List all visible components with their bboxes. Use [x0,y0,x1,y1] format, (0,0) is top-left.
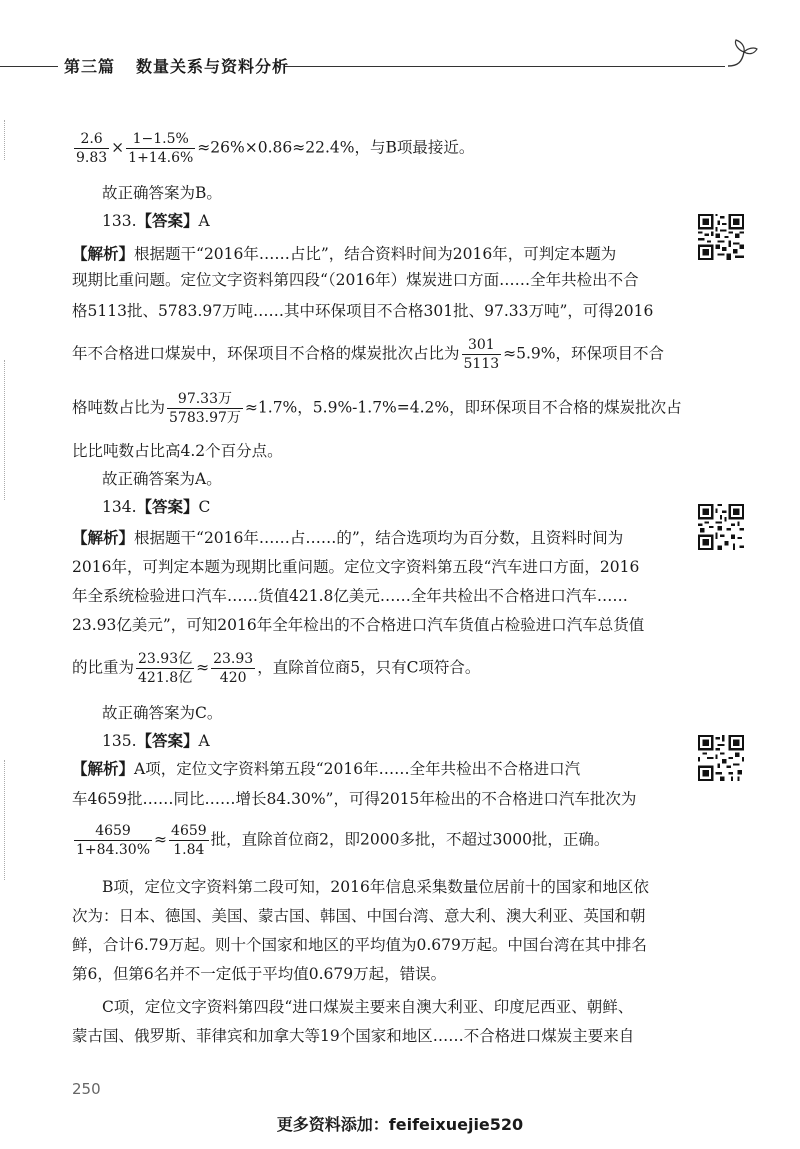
sprout-icon [724,38,758,72]
conclusion-line: 故正确答案为A。 [102,470,222,488]
answer-134-heading: 134.【答案】C [102,497,211,516]
text-line: 年全系统检验进口汽车……货值421.8亿美元……全年共检出不合格进口汽车…… [72,587,628,605]
text-line: C项，定位文字资料第四段“进口煤炭主要来自澳大利亚、印度尼西亚、朝鲜、 [102,998,634,1016]
fraction: $\frac{\text{23.93亿}}{\text{421.8亿}}$ [138,651,193,686]
margin-dots-low [4,760,5,880]
fraction: $\frac{23.93}{420}$ [213,651,254,686]
conclusion-line: 故正确答案为B。 [102,184,222,202]
qr-code-icon [698,504,744,550]
header-rule-left [0,66,58,67]
fraction: $\frac{4659}{1+84.30\%}$ [76,823,151,858]
analysis-line: 【解析】根据题干“2016年……占比”，结合资料时间为2016年，可判定本题为 [72,244,617,263]
text-line: 鲜，合计6.79万起。则十个国家和地区的平均值为0.679万起。中国台湾在其中排名 [72,936,647,954]
text-line: 2016年，可判定本题为现期比重问题。定位文字资料第五段“汽车进口方面，2016 [72,558,640,576]
text-line: B项，定位文字资料第二段可知，2016年信息采集数量位居前十的国家和地区依 [102,878,649,896]
formula-line: 格吨数占比为 $\frac{\text{97.33万}}{\text{5783.97万}}$ ≈1.7%，5.9%-1.7%=4.2%，即环保项目不合格的煤炭批次占 [72,391,682,426]
formula-line-1: $\frac{2.6}{9.83}$ × $\frac{1-1.5\%}{1+14.6\%}$ ≈26%×0.86≈22.4%，与B项最接近。 [76,131,475,166]
margin-dots-top [4,120,5,160]
page-number: 250 [72,1080,101,1098]
text-line: 第6，但第6名并不一定低于平均值0.679万起，错误。 [72,965,447,983]
header-rule-right [285,66,725,67]
text-line: 蒙古国、俄罗斯、菲律宾和加拿大等19个国家和地区……不合格进口煤炭主要来自 [72,1027,635,1045]
fraction: $\frac{\text{97.33万}}{\text{5783.97万}}$ [169,391,241,426]
header-section-label: 第三篇 [64,57,116,76]
analysis-line: 【解析】根据题干“2016年……占……的”，结合选项均为百分数，且资料时间为 [72,528,624,547]
qr-code-icon [698,214,744,260]
qr-code-icon [698,735,744,781]
fraction: $\frac{1-1.5\%}{1+14.6\%}$ [128,131,194,166]
text-line: 次为：日本、德国、美国、蒙古国、韩国、中国台湾、意大利、澳大利亚、英国和朝 [72,907,646,925]
header-title: 数量关系与资料分析 [136,57,290,76]
answer-135-heading: 135.【答案】A [102,731,210,750]
answer-133-heading: 133.【答案】A [102,211,210,230]
text-line: 格5113批、5783.97万吨……其中环保项目不合格301批、97.33万吨”，可得2016 [72,302,654,320]
fraction: $\frac{2.6}{9.83}$ [76,131,108,166]
formula-line: 年不合格进口煤炭中，环保项目不合格的煤炭批次占比为 $\frac{301}{5113}$ ≈5.9%，环保项目不合 [72,337,665,372]
fraction: $\frac{4659}{1.84}$ [171,823,207,858]
formula-line: $\frac{4659}{1+84.30\%}$ ≈ $\frac{4659}{1.84}$ 批，直除首位商2，即2000多批，不超过3000批，正确。 [76,823,610,858]
text-line: 比比吨数占比高4.2个百分点。 [72,442,283,460]
formula-line: 的比重为 $\frac{\text{23.93亿}}{\text{421.8亿}}$ ≈ $\frac{23.93}{420}$ ，直除首位商5，只有C项符合。 [72,651,481,686]
text-line: 23.93亿美元”，可知2016年全年检出的不合格进口汽车货值占检验进口汽车总货值 [72,616,645,634]
conclusion-line: 故正确答案为C。 [102,704,223,722]
text-line: 现期比重问题。定位文字资料第四段“（2016年）煤炭进口方面……全年共检出不合 [72,271,639,289]
fraction: $\frac{301}{5113}$ [463,337,500,372]
analysis-line: 【解析】A项，定位文字资料第五段“2016年……全年共检出不合格进口汽 [72,759,581,778]
footer-watermark: 更多资料添加：feifeixuejie520 [276,1115,524,1134]
text-line: 车4659批……同比……增长84.30%”，可得2015年检出的不合格进口汽车批次为 [72,790,637,808]
margin-dots-mid [4,360,5,500]
